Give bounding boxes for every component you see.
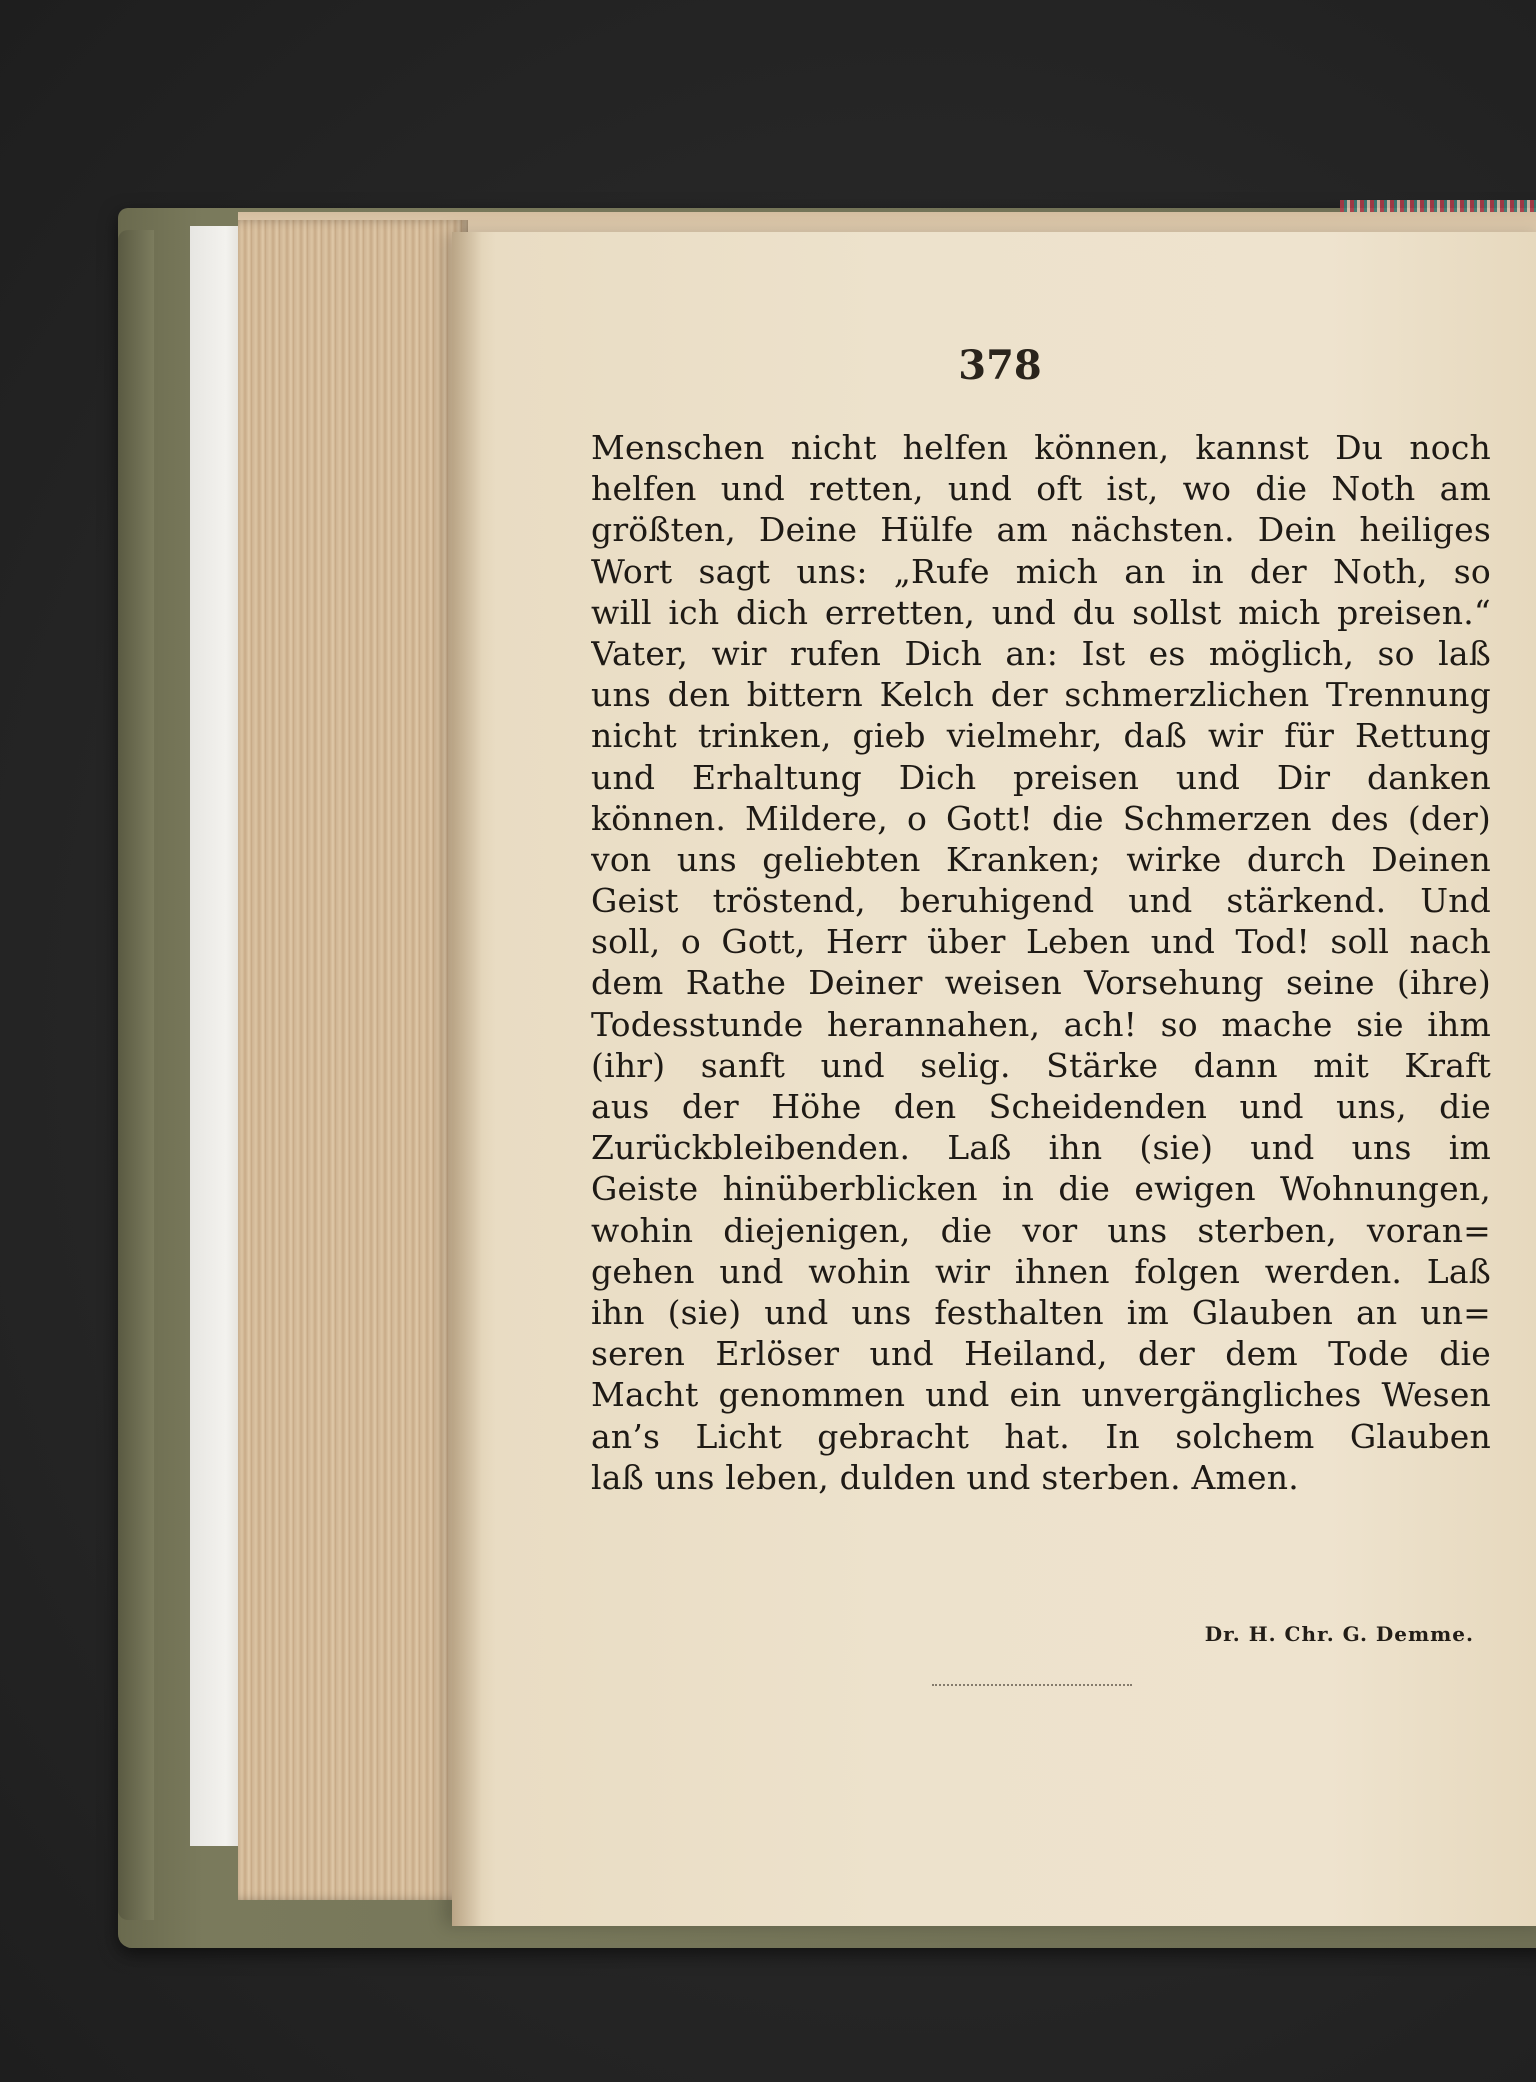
text-line: uns den bittern Kelch der schmerzlichen Trennung (591, 675, 1491, 715)
text-line: aus der Höhe den Scheidenden und uns, die (591, 1087, 1491, 1126)
text-line: Vater, wir rufen Dich an: Ist es möglich, so laß (591, 633, 1491, 673)
text-line: von uns geliebten Kranken; wirke durch Deinen (591, 839, 1491, 879)
text-line: Geist tröstend, beruhigend und stärkend. Und (591, 881, 1491, 921)
text-line: und Erhaltung Dich preisen und Dir danken (591, 757, 1491, 797)
text-line: (ihr) sanft und selig. Stärke dann mit Kraft (591, 1045, 1491, 1085)
text-line: größten, Deine Hülfe am nächsten. Dein heiliges (591, 510, 1491, 550)
text-line: laß uns leben, dulden und sterben. Amen. (591, 1457, 1299, 1497)
text-line: ihn (sie) und uns festhalten im Glauben an un= (591, 1292, 1491, 1332)
text-line: Menschen nicht helfen können, kannst Du noch (591, 428, 1491, 467)
text-line: dem Rathe Deiner weisen Vorsehung seine (ihre) (591, 963, 1491, 1003)
text-line: Macht genommen und ein unvergängliches Wesen (591, 1375, 1491, 1415)
text-line: will ich dich erretten, und du sollst mich preisen.“ (591, 592, 1491, 632)
book-page (452, 232, 1536, 1926)
book-spine-edge (118, 230, 154, 1920)
text-line: an’s Licht gebracht hat. In solchem Glauben (591, 1416, 1491, 1456)
page-text (591, 427, 1491, 1498)
text-line: Wort sagt uns: „Rufe mich an in der Noth, so (591, 551, 1491, 591)
text-line: Geiste hinüberblicken in die ewigen Wohnungen, (591, 1169, 1491, 1209)
text-line: soll, o Gott, Herr über Leben und Tod! soll nach (591, 922, 1491, 962)
text-line: können. Mildere, o Gott! die Schmerzen des (der) (591, 798, 1491, 838)
author-signature: Dr. H. Chr. G. Demme. (1204, 1622, 1474, 1646)
text-line: nicht trinken, gieb vielmehr, daß wir für Rettung (591, 716, 1491, 756)
text-line: seren Erlöser und Heiland, der dem Tode die (591, 1334, 1491, 1374)
page-number: 378 (958, 342, 1042, 389)
text-line: wohin diejenigen, die vor uns sterben, voran= (591, 1210, 1491, 1250)
text-line: Zurückbleibenden. Laß ihn (sie) und uns im (591, 1128, 1491, 1168)
page-block-edges (238, 220, 468, 1900)
section-divider (932, 1684, 1132, 1686)
text-line: gehen und wohin wir ihnen folgen werden. Laß (591, 1251, 1491, 1291)
text-line: Todesstunde herannahen, ach! so mache sie ihm (591, 1004, 1491, 1044)
text-line: helfen und retten, und oft ist, wo die Noth am (591, 469, 1491, 509)
